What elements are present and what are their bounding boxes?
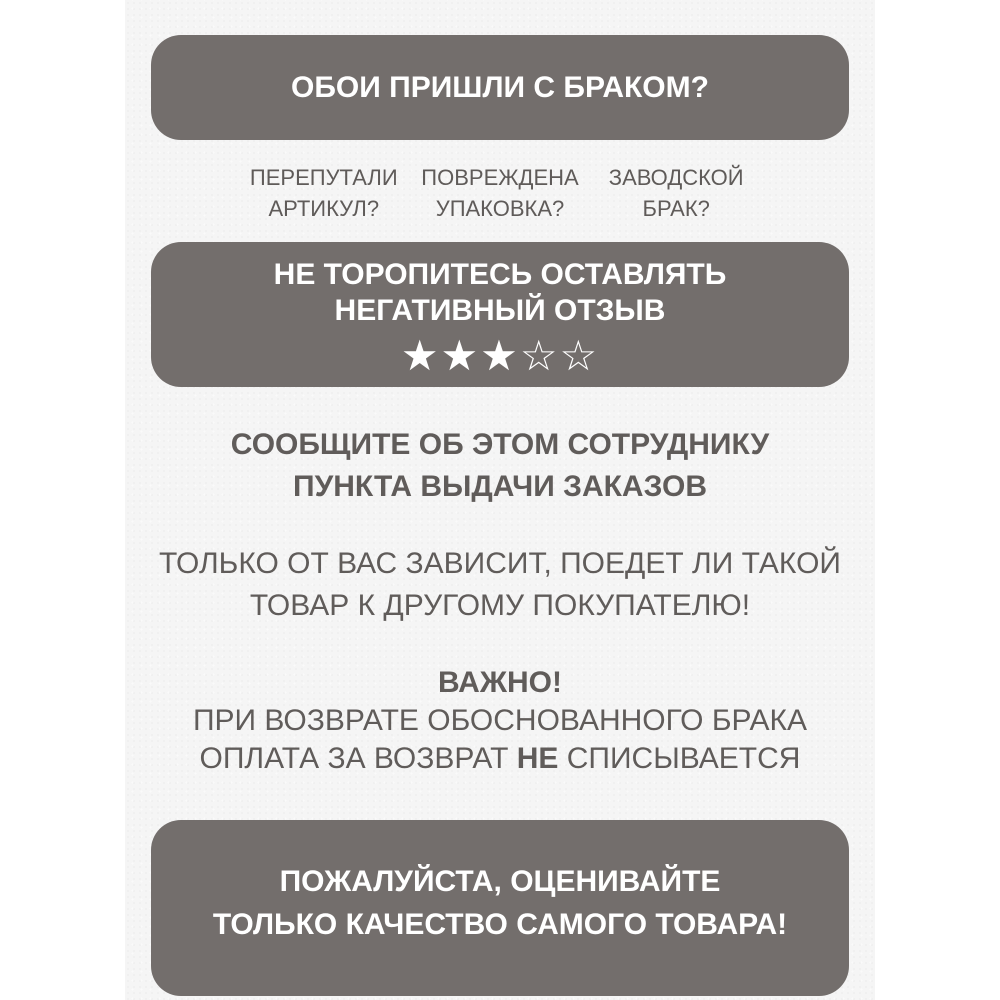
question-damaged-package (421, 162, 578, 224)
important-notice (125, 664, 875, 778)
contact-line: СООБЩИТЕ ОБ ЭТОМ СОТРУДНИКУ (230, 428, 770, 461)
header-title: ОБОИ ПРИШЛИ С БРАКОМ? (291, 71, 709, 104)
important-text: ОПЛАТА ЗА ВОЗВРАТ (199, 742, 517, 775)
footer-line: ТОЛЬКО КАЧЕСТВО САМОГО ТОВАРА! (212, 908, 788, 941)
header-banner (151, 35, 849, 140)
footer-line: ПОЖАЛУЙСТА, ОЦЕНИВАЙТЕ (279, 865, 721, 898)
star-empty-icon: ☆ (559, 331, 600, 380)
question-factory-defect (599, 162, 754, 224)
important-text: СПИСЫВАЕТСЯ (558, 742, 801, 775)
contact-notice (125, 424, 875, 508)
star-empty-icon: ☆ (519, 331, 560, 380)
question-line: БРАК? (642, 196, 710, 221)
important-heading: ВАЖНО! (438, 666, 562, 699)
question-line: АРТИКУЛ? (268, 196, 380, 221)
question-line: ЗАВОДСКОЙ (608, 165, 744, 190)
important-line: ПРИ ВОЗВРАТЕ ОБОСНОВАННОГО БРАКА (192, 704, 808, 737)
depends-notice (125, 543, 875, 627)
warning-line: НЕГАТИВНЫЙ ОТЗЫВ (334, 294, 666, 327)
depends-line: ТОВАР К ДРУГОМУ ПОКУПАТЕЛЮ! (249, 589, 751, 622)
star-rating (151, 331, 849, 380)
info-card (125, 0, 875, 1000)
footer-banner (151, 820, 849, 996)
depends-line: ТОЛЬКО ОТ ВАС ЗАВИСИТ, ПОЕДЕТ ЛИ ТАКОЙ (159, 547, 841, 580)
warning-line: НЕ ТОРОПИТЕСЬ ОСТАВЛЯТЬ (273, 258, 727, 291)
question-row (125, 162, 875, 224)
star-filled-icon: ★ (400, 331, 441, 380)
question-wrong-article (246, 162, 401, 224)
question-line: УПАКОВКА? (435, 196, 565, 221)
important-line (125, 740, 875, 778)
important-emphasis: НЕ (516, 742, 559, 775)
question-line: ПЕРЕПУТАЛИ (249, 165, 398, 190)
warning-banner (151, 242, 849, 387)
star-filled-icon: ★ (480, 331, 520, 380)
contact-line: ПУНКТА ВЫДАЧИ ЗАКАЗОВ (293, 470, 707, 503)
question-line: ПОВРЕЖДЕНА (421, 165, 579, 190)
star-filled-icon: ★ (440, 331, 481, 380)
